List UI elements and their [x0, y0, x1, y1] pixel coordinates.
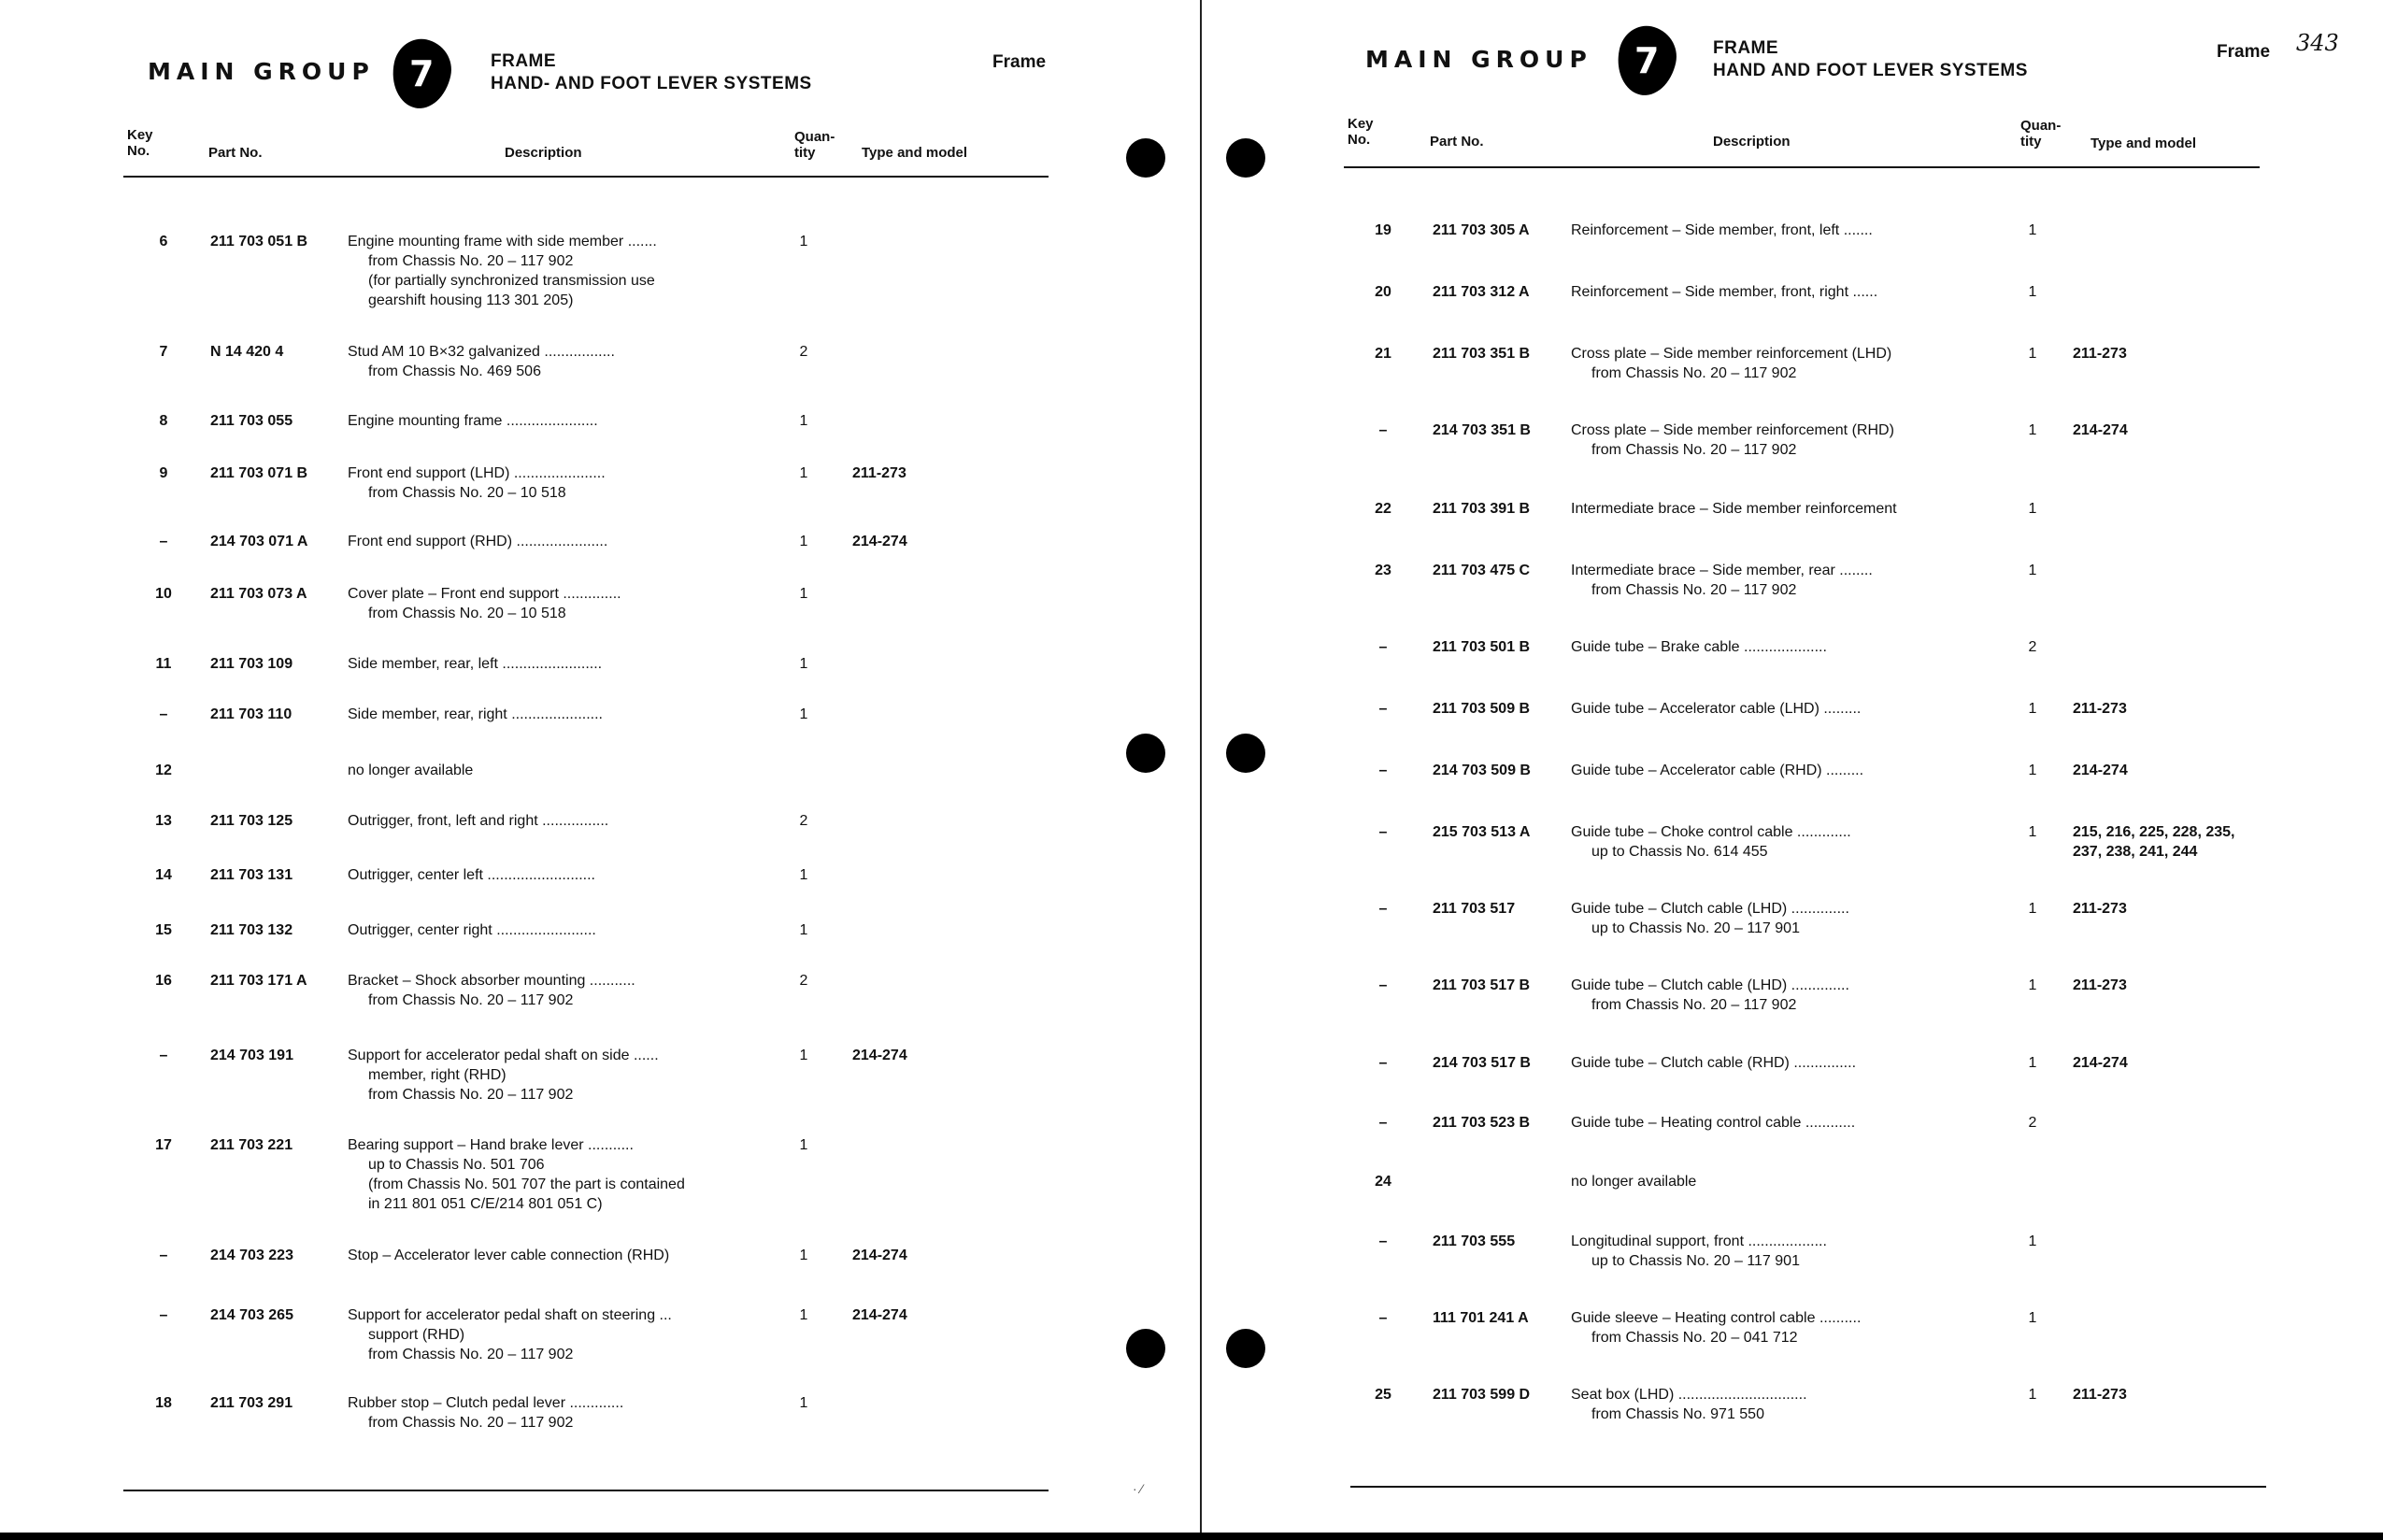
key-number: 21 [1375, 346, 1391, 362]
part-number: 211 703 171 A [210, 973, 307, 989]
description-line: Intermediate brace – Side member reinforcement [1571, 501, 1897, 517]
description-line: from Chassis No. 20 – 117 902 [368, 1347, 574, 1362]
quantity: 1 [799, 234, 808, 250]
key-number: 11 [155, 656, 172, 672]
key-number: 24 [1375, 1174, 1391, 1190]
part-number: 214 703 223 [210, 1248, 293, 1263]
part-number: 111 701 241 A [1433, 1310, 1529, 1326]
key-number: 9 [159, 465, 168, 481]
part-number: 211 703 523 B [1433, 1115, 1531, 1131]
quantity: 2 [2028, 639, 2037, 655]
description-line: from Chassis No. 20 – 117 902 [368, 253, 574, 269]
key-number: 16 [155, 973, 172, 989]
header-type-model: Type and model [862, 145, 968, 161]
quantity: 1 [799, 1048, 808, 1063]
quantity: 2 [2028, 1115, 2037, 1131]
description-line: from Chassis No. 20 – 117 902 [368, 1087, 574, 1103]
part-number: 211 703 051 B [210, 234, 308, 250]
description-line: from Chassis No. 469 506 [368, 364, 541, 379]
description [1571, 1172, 1696, 1191]
description [348, 463, 606, 503]
part-number: 211 703 055 [210, 413, 293, 429]
description-line: Front end support (LHD) ...................... [348, 465, 606, 481]
part-number: 211 703 599 D [1433, 1387, 1531, 1403]
quantity: 1 [2028, 222, 2037, 238]
description-line: support (RHD) [368, 1327, 465, 1343]
type-model: 211-273 [2073, 1387, 2127, 1403]
description-line: up to Chassis No. 20 – 117 901 [1591, 920, 1800, 936]
key-number: 25 [1375, 1387, 1391, 1403]
description-line: Support for accelerator pedal shaft on steering ... [348, 1307, 672, 1323]
description [348, 811, 608, 831]
description-line: from Chassis No. 20 – 117 902 [368, 992, 574, 1008]
key-number: – [1378, 901, 1388, 917]
quantity: 1 [2028, 501, 2037, 517]
description [348, 411, 598, 431]
part-number: 211 703 517 B [1433, 977, 1531, 993]
description-line: Support for accelerator pedal shaft on side ...... [348, 1048, 659, 1063]
type-model: 214-274 [852, 1248, 907, 1263]
group-title-line2: HAND AND FOOT LEVER SYSTEMS [1713, 61, 2028, 80]
part-number: 211 703 110 [210, 706, 293, 722]
part-number: 211 703 221 [210, 1137, 293, 1153]
description [348, 761, 473, 780]
description [348, 584, 621, 623]
quantity: 1 [2028, 824, 2037, 840]
group-title-line1: FRAME [1713, 38, 1779, 58]
group-title-line1: FRAME [491, 51, 557, 71]
quantity: 1 [799, 465, 808, 481]
footer-rule [1350, 1486, 2266, 1488]
header-description: Description [1713, 134, 1791, 150]
part-number: 211 703 132 [210, 922, 293, 938]
description-line: from Chassis No. 20 – 117 902 [1591, 582, 1797, 598]
header-rule [1344, 166, 2260, 168]
description [348, 705, 603, 724]
description-line: Seat box (LHD) ............................... [1571, 1387, 1807, 1403]
description-line: Rubber stop – Clutch pedal lever ............. [348, 1395, 624, 1411]
part-number: 211 703 501 B [1433, 639, 1531, 655]
quantity: 2 [799, 973, 808, 989]
key-number: 17 [155, 1137, 172, 1153]
type-model: 214-274 [852, 534, 907, 549]
key-number: 13 [155, 813, 172, 829]
part-number: 211 703 312 A [1433, 284, 1530, 300]
type-model: 215, 216, 225, 228, 235, 237, 238, 241, 244 [2073, 824, 2235, 860]
type-model: 214-274 [852, 1048, 907, 1063]
description-line: Engine mounting frame ...................... [348, 413, 598, 429]
group-number-badge [386, 34, 457, 113]
description-line: gearshift housing 113 301 205) [368, 292, 574, 308]
description-line: Reinforcement – Side member, front, left ....... [1571, 222, 1873, 238]
description-line: from Chassis No. 20 – 10 518 [368, 485, 566, 501]
description [1571, 976, 1849, 1015]
type-model: 211-273 [852, 465, 906, 481]
quantity: 1 [799, 1307, 808, 1323]
quantity: 1 [799, 706, 808, 722]
quantity: 1 [2028, 901, 2037, 917]
key-number: – [1378, 701, 1388, 717]
description-line: Cross plate – Side member reinforcement (LHD) [1571, 346, 1892, 362]
key-number: 19 [1375, 222, 1391, 238]
description-line: Guide tube – Clutch cable (LHD) .............. [1571, 901, 1849, 917]
description [1571, 822, 1851, 862]
description-line: Cover plate – Front end support .............. [348, 586, 621, 602]
description-line: Guide tube – Accelerator cable (LHD) ......... [1571, 701, 1862, 717]
key-number: 23 [1375, 563, 1391, 578]
description [1571, 344, 1891, 383]
key-number: 10 [155, 586, 172, 602]
type-model: 211-273 [2073, 346, 2127, 362]
key-number: – [1378, 639, 1388, 655]
key-number: 6 [159, 234, 168, 250]
description [1571, 1308, 1861, 1348]
description [1571, 1232, 1827, 1271]
key-number: – [159, 1248, 168, 1263]
key-number: – [1378, 763, 1388, 778]
scan-mark: · ⁄ [1133, 1481, 1143, 1496]
description-line: Outrigger, front, left and right ................ [348, 813, 609, 829]
description-line: Stud AM 10 B×32 galvanized ................. [348, 344, 615, 360]
part-number: 211 703 073 A [210, 586, 307, 602]
description-line: Bracket – Shock absorber mounting ........... [348, 973, 635, 989]
part-number: 211 703 391 B [1433, 501, 1531, 517]
quantity: 1 [2028, 977, 2037, 993]
description-line: in 211 801 051 C/E/214 801 051 C) [368, 1196, 603, 1212]
part-number: 211 703 291 [210, 1395, 293, 1411]
header-rule [123, 176, 1049, 178]
quantity: 1 [799, 656, 808, 672]
part-number: 211 703 109 [210, 656, 293, 672]
quantity: 1 [799, 413, 808, 429]
description-line: (for partially synchronized transmission use [368, 273, 655, 289]
main-group-label: MAIN GROUP [1365, 46, 1592, 73]
description-line: Guide tube – Heating control cable ............ [1571, 1115, 1856, 1131]
part-number: 211 703 305 A [1433, 222, 1530, 238]
description-line: Guide sleeve – Heating control cable .......... [1571, 1310, 1862, 1326]
quantity: 1 [2028, 422, 2037, 438]
header-quantity: Quan- tity [2020, 118, 2062, 150]
key-number: – [1378, 422, 1388, 438]
part-number: 215 703 513 A [1433, 824, 1531, 840]
key-number: – [1378, 977, 1388, 993]
description-line: Guide tube – Brake cable .................... [1571, 639, 1827, 655]
description-line: Reinforcement – Side member, front, right ...... [1571, 284, 1878, 300]
quantity: 1 [799, 586, 808, 602]
description [348, 865, 595, 885]
key-number: – [1378, 1055, 1388, 1071]
description-line: Guide tube – Accelerator cable (RHD) ......... [1571, 763, 1864, 778]
key-number: – [1378, 824, 1388, 840]
group-title-line2: HAND- AND FOOT LEVER SYSTEMS [491, 74, 812, 93]
description-line: up to Chassis No. 614 455 [1591, 844, 1768, 860]
description-line: from Chassis No. 20 – 117 902 [1591, 365, 1797, 381]
type-model: 211-273 [2073, 701, 2127, 717]
part-number: 211 703 125 [210, 813, 293, 829]
description [1571, 761, 1863, 780]
key-number: 14 [155, 867, 172, 883]
group-number-badge [1611, 21, 1682, 100]
description-line: Side member, rear, left ........................ [348, 656, 603, 672]
group-number: 7 [408, 52, 435, 94]
group-title [1713, 37, 2028, 82]
quantity: 2 [799, 344, 808, 360]
part-number: 211 703 351 B [1433, 346, 1531, 362]
description-line: up to Chassis No. 20 – 117 901 [1591, 1253, 1800, 1269]
description [1571, 1385, 1807, 1424]
quantity: 1 [2028, 1233, 2037, 1249]
description [1571, 1053, 1856, 1073]
description-line: no longer available [1571, 1174, 1697, 1190]
right-page [1201, 0, 2383, 1523]
frame-label: Frame [992, 52, 1047, 72]
description-line: from Chassis No. 20 – 10 518 [368, 606, 566, 621]
quantity: 1 [2028, 701, 2037, 717]
description-line: from Chassis No. 20 – 041 712 [1591, 1330, 1798, 1346]
description-line: Guide tube – Choke control cable ............. [1571, 824, 1851, 840]
type-model: 211-273 [2073, 977, 2127, 993]
part-number: N 14 420 4 [210, 344, 284, 360]
description-line: Stop – Accelerator lever cable connection (RHD) [348, 1248, 670, 1263]
left-page [0, 0, 1196, 1523]
description-line: Side member, rear, right ...................... [348, 706, 603, 722]
header-type-model: Type and model [2090, 135, 2197, 151]
quantity: 1 [799, 534, 808, 549]
header-part-no: Part No. [208, 145, 263, 161]
header-description: Description [505, 145, 582, 161]
description [348, 971, 635, 1010]
description-line: Engine mounting frame with side member ....... [348, 234, 657, 250]
part-number: 214 703 265 [210, 1307, 293, 1323]
key-number: – [159, 534, 168, 549]
description [348, 920, 596, 940]
description-line: Front end support (RHD) ...................... [348, 534, 608, 549]
description [1571, 1113, 1855, 1133]
quantity: 1 [799, 867, 808, 883]
quantity: 1 [799, 1395, 808, 1411]
description [348, 342, 615, 381]
part-number: 214 703 071 A [210, 534, 308, 549]
description [348, 532, 607, 551]
type-model: 214-274 [2073, 422, 2128, 438]
description [348, 1135, 685, 1214]
quantity: 1 [2028, 763, 2037, 778]
description-line: from Chassis No. 20 – 117 902 [1591, 997, 1797, 1013]
quantity: 1 [2028, 1310, 2037, 1326]
description-line: Guide tube – Clutch cable (RHD) ............... [1571, 1055, 1857, 1071]
part-number: 214 703 191 [210, 1048, 293, 1063]
type-model: 211-273 [2073, 901, 2127, 917]
quantity: 1 [2028, 563, 2037, 578]
key-number: – [159, 1048, 168, 1063]
part-number: 211 703 131 [210, 867, 293, 883]
key-number: – [1378, 1310, 1388, 1326]
description [1571, 899, 1849, 938]
header-key-no: Key No. [1348, 116, 1374, 148]
key-number: 8 [159, 413, 168, 429]
footer-rule [123, 1490, 1049, 1491]
description [348, 1246, 669, 1265]
description-line: Cross plate – Side member reinforcement (RHD) [1571, 422, 1894, 438]
part-number: 211 703 509 B [1433, 701, 1531, 717]
description [1571, 499, 1897, 519]
key-number: – [1378, 1233, 1388, 1249]
type-model: 214-274 [852, 1307, 907, 1323]
description [1571, 637, 1827, 657]
description-line: Bearing support – Hand brake lever ........... [348, 1137, 634, 1153]
part-number: 214 703 517 B [1433, 1055, 1531, 1071]
quantity: 1 [799, 1248, 808, 1263]
key-number: 15 [155, 922, 172, 938]
part-number: 214 703 351 B [1433, 422, 1531, 438]
group-title [491, 50, 812, 95]
description-line: Outrigger, center right ........................ [348, 922, 596, 938]
part-number: 211 703 475 C [1433, 563, 1531, 578]
description-line: up to Chassis No. 501 706 [368, 1157, 545, 1173]
quantity: 1 [799, 922, 808, 938]
description-line: (from Chassis No. 501 707 the part is contained [368, 1176, 685, 1192]
description-line: from Chassis No. 20 – 117 902 [1591, 442, 1797, 458]
header-part-no: Part No. [1430, 134, 1484, 150]
quantity: 1 [2028, 1055, 2037, 1071]
quantity: 1 [2028, 284, 2037, 300]
description-line: no longer available [348, 763, 474, 778]
description-line: Longitudinal support, front ................... [1571, 1233, 1827, 1249]
part-number: 211 703 071 B [210, 465, 308, 481]
part-number: 211 703 517 [1433, 901, 1516, 917]
quantity: 2 [799, 813, 808, 829]
description-line: Intermediate brace – Side member, rear ........ [1571, 563, 1873, 578]
description [348, 232, 657, 310]
page-number: 343 [2296, 30, 2339, 56]
type-model: 214-274 [2073, 1055, 2128, 1071]
key-number: 20 [1375, 284, 1391, 300]
key-number: – [159, 706, 168, 722]
description-line: Guide tube – Clutch cable (LHD) .............. [1571, 977, 1849, 993]
description [1571, 561, 1873, 600]
description [348, 1393, 623, 1433]
header-quantity: Quan- tity [794, 129, 835, 161]
description [1571, 221, 1873, 240]
quantity: 1 [2028, 346, 2037, 362]
description-line: Outrigger, center left .......................... [348, 867, 595, 883]
type-model: 214-274 [2073, 763, 2128, 778]
key-number: 7 [159, 344, 168, 360]
key-number: – [1378, 1115, 1388, 1131]
description [348, 654, 602, 674]
description [348, 1046, 659, 1105]
part-number: 214 703 509 B [1433, 763, 1531, 778]
key-number: 18 [155, 1395, 172, 1411]
description [1571, 699, 1861, 719]
description [348, 1305, 672, 1364]
scan-bottom-edge [0, 1533, 2383, 1540]
quantity: 1 [799, 1137, 808, 1153]
main-group-label: MAIN GROUP [148, 58, 375, 85]
description-line: from Chassis No. 20 – 117 902 [368, 1415, 574, 1431]
key-number: – [159, 1307, 168, 1323]
key-number: 22 [1375, 501, 1391, 517]
part-number: 211 703 555 [1433, 1233, 1516, 1249]
quantity: 1 [2028, 1387, 2037, 1403]
description-line: from Chassis No. 971 550 [1591, 1406, 1764, 1422]
header-key-no: Key No. [127, 127, 153, 159]
description [1571, 282, 1877, 302]
description-line: member, right (RHD) [368, 1067, 507, 1083]
description [1571, 421, 1894, 460]
group-number: 7 [1634, 39, 1660, 81]
key-number: 12 [155, 763, 172, 778]
frame-label: Frame [2217, 42, 2271, 62]
